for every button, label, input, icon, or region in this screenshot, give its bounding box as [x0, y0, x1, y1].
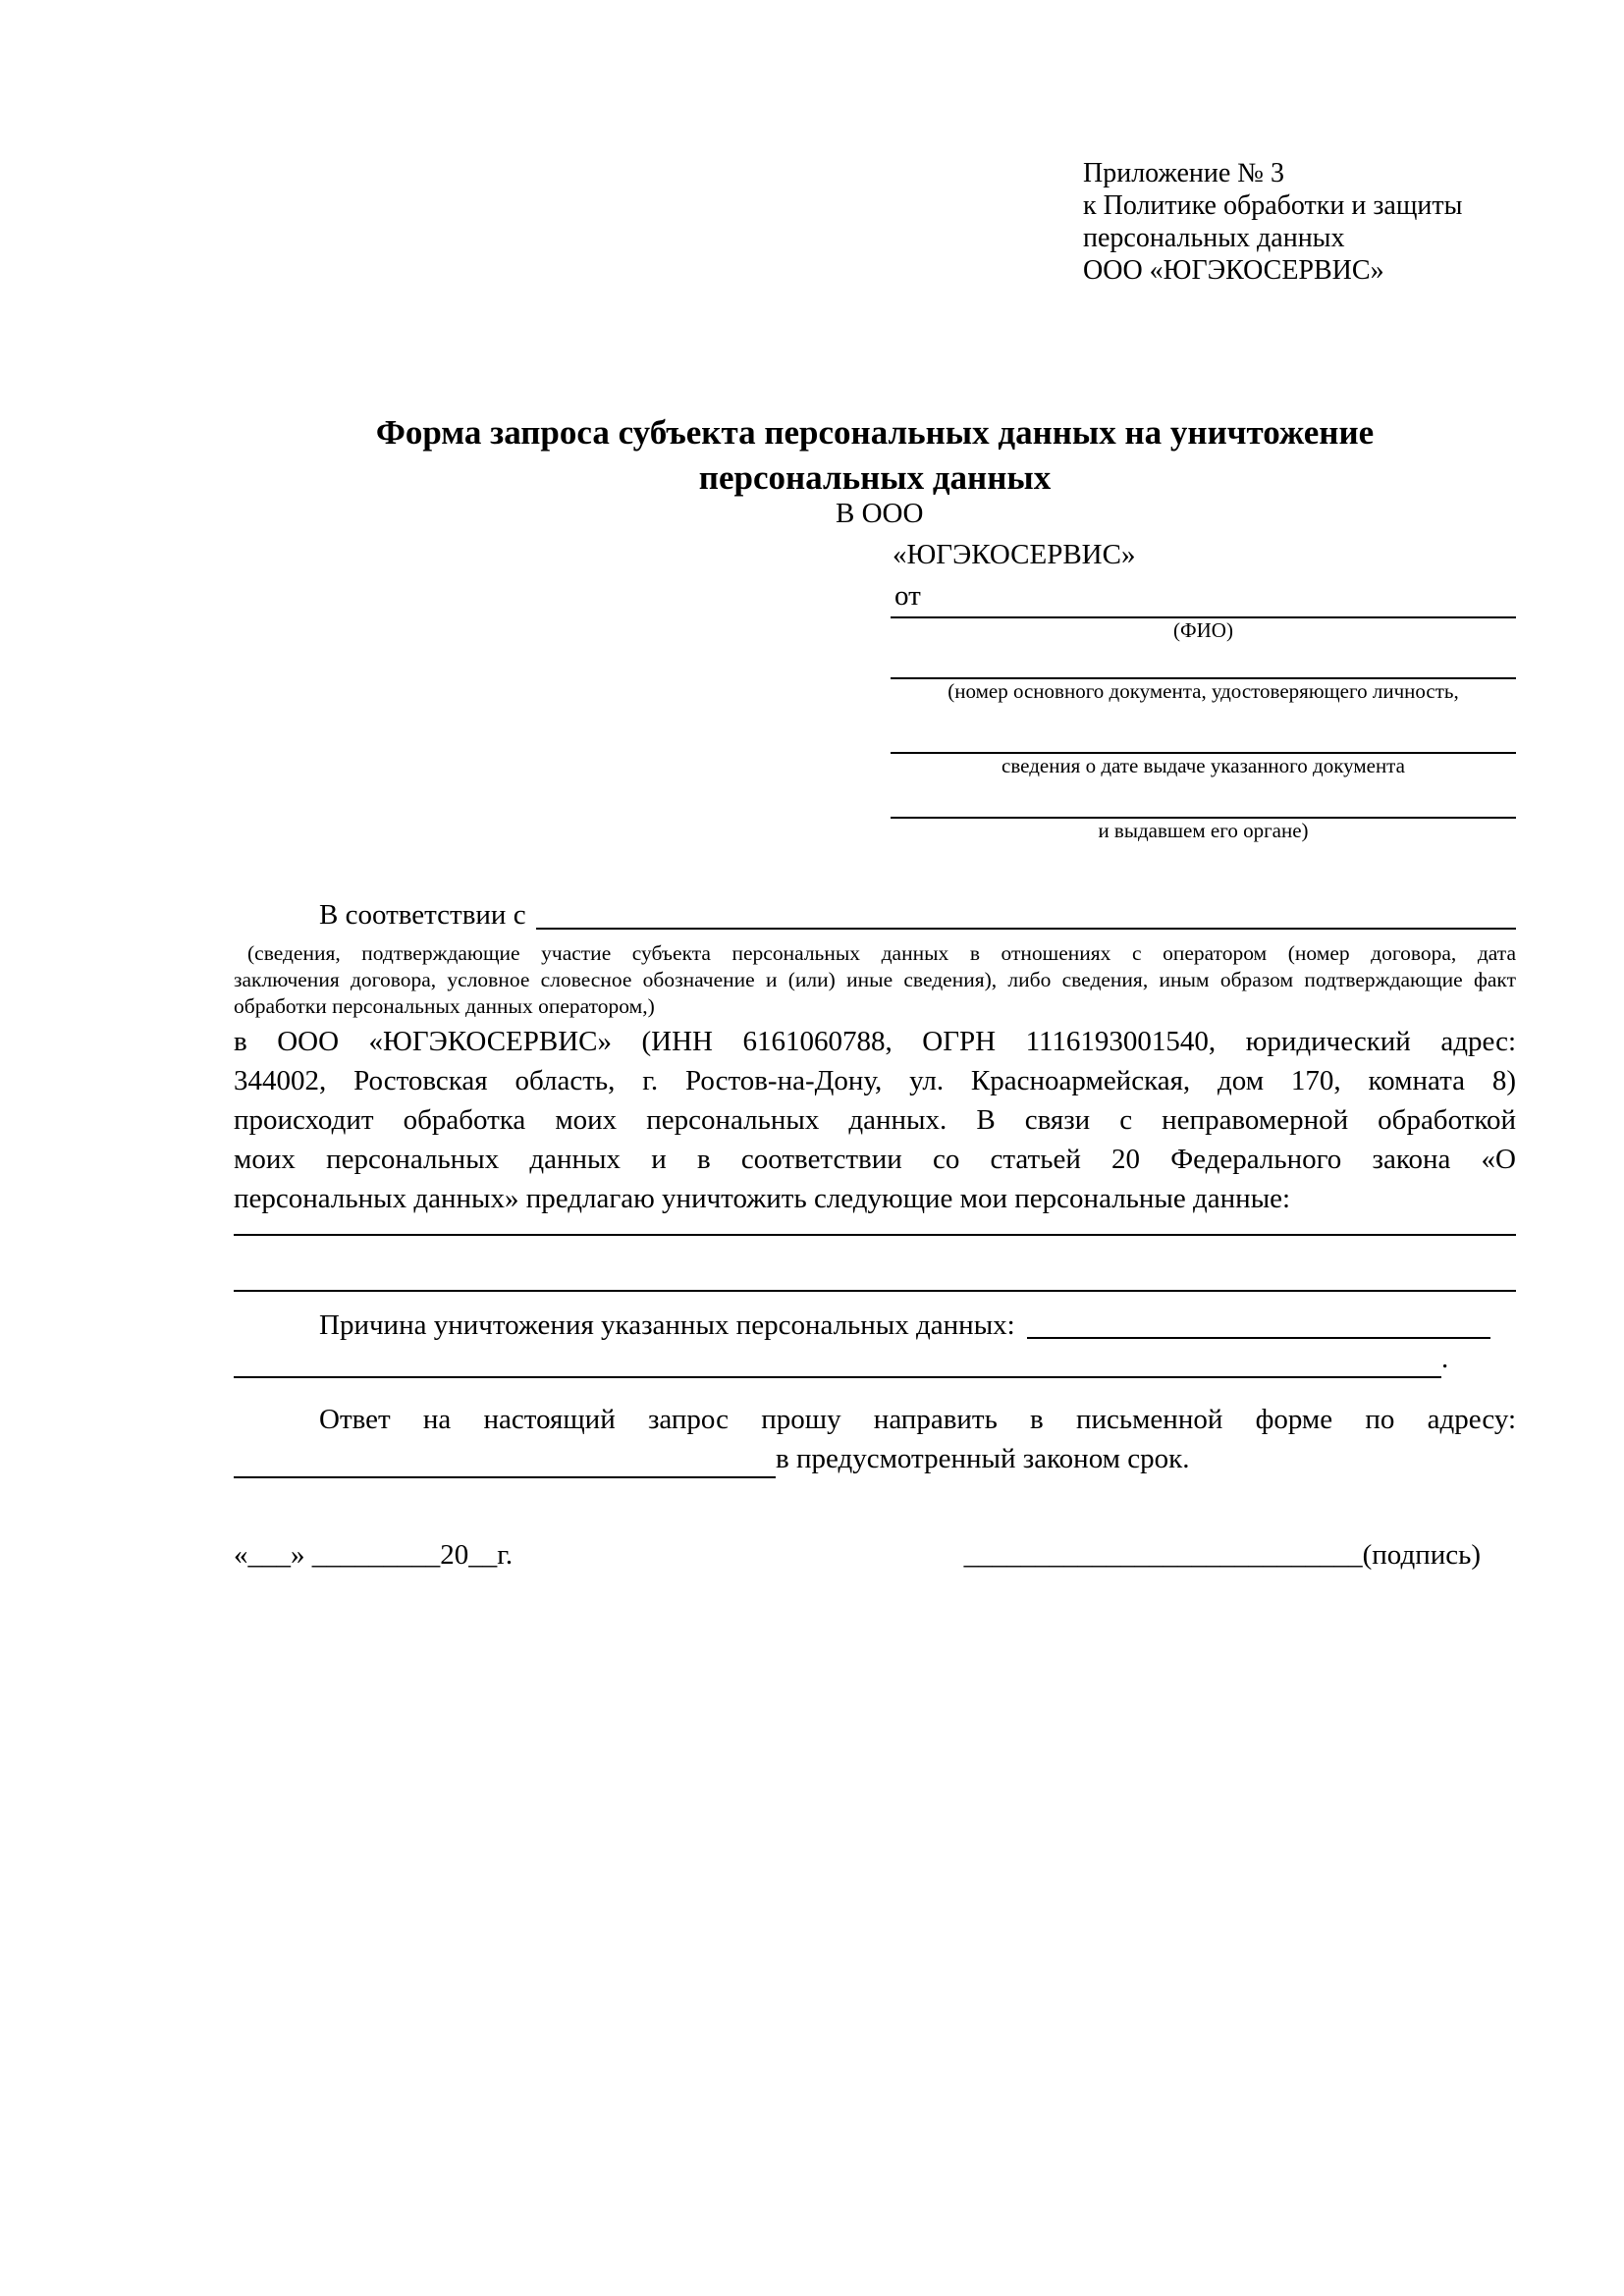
- answer-term-text: в предусмотренный законом срок.: [776, 1443, 1190, 1474]
- accordance-row: [234, 895, 1516, 934]
- reason-continuation-row: [234, 1345, 1516, 1378]
- main-paragraph-line: персональных данных» предлагаю уничтожить следующие мои персональные данные:: [234, 1183, 1291, 1214]
- page-title: [234, 410, 1516, 501]
- reason-line-period: .: [1441, 1343, 1449, 1374]
- accordance-note-line: (сведения, подтверждающие участие субъекта персональных данных в отношениях с оператором (номер договора, дата: [247, 941, 1516, 965]
- address-blank-line: [234, 1437, 776, 1478]
- document-number-field: [891, 677, 1516, 703]
- reason-blank-line-2: [234, 1343, 1441, 1378]
- appendix-line: Приложение № 3: [1083, 158, 1284, 188]
- fio-field: [891, 616, 1516, 642]
- addressee-line: «ЮГЭКОСЕРВИС»: [893, 539, 1136, 570]
- signature-label: (подпись): [1362, 1539, 1481, 1571]
- accordance-prefix: В соответствии с: [319, 899, 526, 931]
- main-paragraph-line: 344002, Ростовская область, г. Ростов-на-Дону, ул. Красноармейская, дом 170, комната 8): [234, 1065, 1516, 1096]
- signature-field: [964, 1535, 1481, 1575]
- main-paragraph-line: в ООО «ЮГЭКОСЕРВИС» (ИНН 6161060788, ОГРН 1116193001540, юридический адрес:: [234, 1026, 1516, 1057]
- document-number-label: (номер основного документа, удостоверяющего личность,: [947, 679, 1459, 703]
- addressee-block: [234, 493, 1516, 616]
- main-paragraph-line: происходит обработка моих персональных данных. В связи с неправомерной обработкой: [234, 1104, 1516, 1136]
- appendix-line: персональных данных: [1083, 223, 1345, 253]
- data-blank-line: [234, 1236, 1516, 1292]
- accordance-note: [234, 940, 1516, 1020]
- issuing-authority-field: [891, 817, 1516, 842]
- date-field: «___» _________20__г.: [234, 1539, 514, 1571]
- appendix-line: к Политике обработки и защиты: [1083, 190, 1463, 221]
- reason-prefix: Причина уничтожения указанных персональных данных:: [319, 1309, 1015, 1341]
- issue-date-field: [891, 752, 1516, 777]
- accordance-note-line: заключения договора, условное словесное обозначение и (или) иные сведения), либо сведения, иным образом подтверждающие факт: [234, 968, 1516, 991]
- answer-paragraph: Ответ на настоящий запрос прошу направить в письменной форме по адресу:: [319, 1404, 1516, 1435]
- data-blank-line: [234, 1218, 1516, 1236]
- appendix-line: ООО «ЮГЭКОСЕРВИС»: [1083, 255, 1384, 286]
- answer-address-row: [234, 1439, 1516, 1478]
- page-title-line: Форма запроса субъекта персональных данных на уничтожение: [375, 413, 1375, 452]
- addressee-line: от: [894, 580, 921, 612]
- main-paragraph: [234, 1022, 1516, 1218]
- signature-blank-line: ____________________________: [963, 1539, 1363, 1571]
- date-signature-row: [234, 1535, 1516, 1575]
- appendix-block: [1083, 157, 1516, 287]
- issuing-authority-label: и выдавшем его органе): [1098, 819, 1309, 842]
- reason-blank-line: [1027, 1308, 1490, 1339]
- accordance-blank-line: [536, 898, 1516, 930]
- issue-date-label: сведения о дате выдаче указанного документа: [1001, 754, 1405, 777]
- page-title-line: персональных данных: [698, 458, 1052, 497]
- fio-label: (ФИО): [1173, 618, 1233, 642]
- reason-row: [234, 1306, 1516, 1345]
- addressee-line: В ООО: [836, 498, 924, 529]
- main-paragraph-line: моих персональных данных и в соответствии со статьей 20 Федерального закона «О: [234, 1144, 1516, 1175]
- accordance-note-line: обработки персональных данных оператором,): [234, 994, 655, 1018]
